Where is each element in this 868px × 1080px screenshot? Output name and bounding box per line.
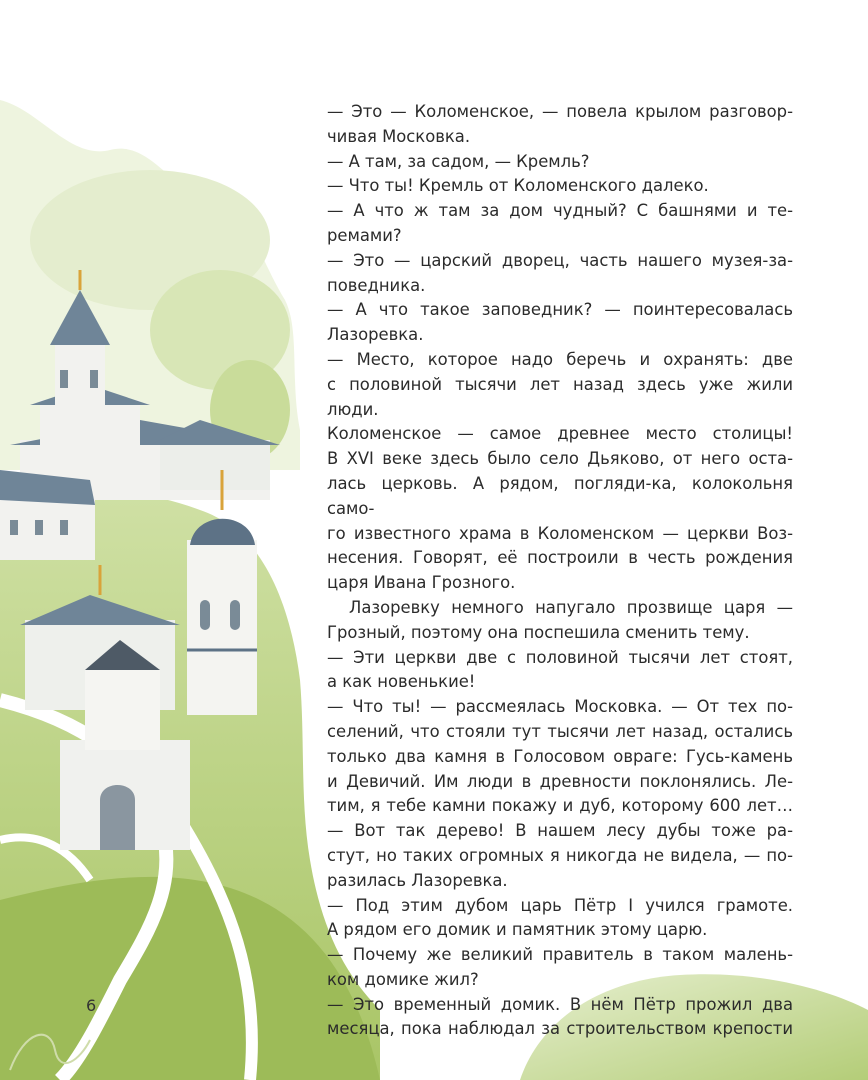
- text-line: Лазоревка.: [327, 325, 424, 345]
- text-line: с половиной тысячи лет назад здесь уже жили люди.: [327, 374, 793, 419]
- text-line: месяца, пока наблюдал за строительством крепости: [327, 1019, 793, 1039]
- text-line: — Вот так дерево! В нашем лесу дубы тоже ра-: [327, 821, 793, 841]
- text-line: — Что ты! — рассмеялась Московка. — От тех по-: [327, 697, 793, 717]
- text-line: а как новенькие!: [327, 672, 476, 692]
- text-line: разилась Лазоревка.: [327, 870, 508, 890]
- text-line: — Это временный домик. В нём Пётр прожил два: [327, 994, 793, 1014]
- text-line: тим, я тебе камни покажу и дуб, которому 600 лет…: [327, 796, 793, 816]
- text-line: — Место, которое надо беречь и охранять: две: [327, 349, 793, 369]
- text-line: — А что ж там за дом чудный? С башнями и те-: [327, 201, 793, 221]
- text-line: царя Ивана Грозного.: [327, 573, 516, 593]
- text-line: чивая Московка.: [327, 126, 471, 146]
- text-line: только два камня в Голосовом овраге: Гусь-камень: [327, 746, 793, 766]
- text-line: и Девичий. Им люди в древности поклонялись. Ле-: [327, 771, 793, 791]
- text-line: — Это — царский дворец, часть нашего музея-за-: [327, 250, 793, 270]
- story-text: [327, 100, 793, 1042]
- text-line: — А что такое заповедник? — поинтересовалась: [327, 300, 793, 320]
- text-line: поведника.: [327, 275, 426, 295]
- text-line: селений, что стояли тут тысячи лет назад, остались: [327, 721, 793, 741]
- text-line: ремами?: [327, 225, 402, 245]
- text-line: лась церковь. А рядом, погляди-ка, колокольня само-: [327, 473, 793, 518]
- text-line: В XVI веке здесь было село Дьяково, от него оста-: [327, 449, 793, 469]
- text-line: — Эти церкви две с половиной тысячи лет стоят,: [327, 647, 793, 667]
- text-line: ком домике жил?: [327, 969, 479, 989]
- page-number: 6: [86, 996, 97, 1015]
- text-line: несения. Говорят, её построили в честь рождения: [327, 548, 793, 568]
- text-line: Коломенское — самое древнее место столицы!: [327, 424, 793, 444]
- bell-tower: [187, 470, 257, 715]
- text-line: — Под этим дубом царь Пётр I учился грамоте.: [327, 895, 793, 915]
- lower-meadow: [0, 877, 380, 1080]
- text-line: — А там, за садом, — Кремль?: [327, 151, 590, 171]
- text-line: Лазоревку немного напугало прозвище царя —: [349, 597, 793, 617]
- text-line: го известного храма в Коломенском — церкви Воз-: [327, 523, 793, 543]
- text-line: Грозный, поэтому она поспешила сменить тему.: [327, 622, 750, 642]
- text-line: — Это — Коломенское, — повела крылом разговор-: [327, 102, 793, 121]
- text-line: А рядом его домик и памятник этому царю.: [327, 920, 708, 940]
- text-line: стут, но таких огромных я никогда не видела, — по-: [327, 845, 793, 865]
- text-line: — Что ты! Кремль от Коломенского далеко.: [327, 176, 709, 196]
- long-building: [0, 470, 95, 560]
- text-line: — Почему же великий правитель в таком малень-: [327, 945, 793, 965]
